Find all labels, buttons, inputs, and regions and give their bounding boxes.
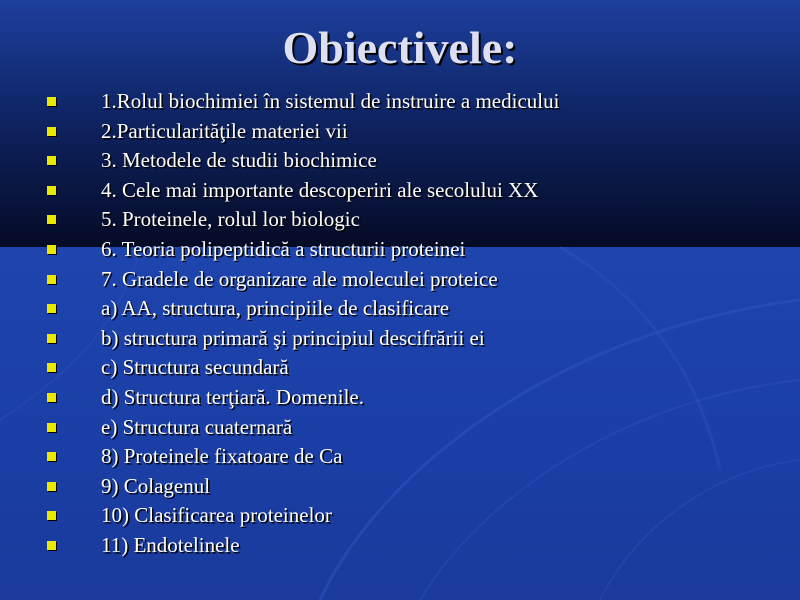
list-item-text: 6. Teoria polipeptidică a structurii proteinei <box>101 236 466 261</box>
list-item <box>0 176 800 206</box>
square-bullet-icon <box>47 393 56 402</box>
list-item <box>0 205 800 235</box>
list-item <box>0 324 800 354</box>
list-item-text: 2.Particularităţile materiei vii <box>101 118 348 143</box>
square-bullet-icon <box>47 363 56 372</box>
list-item-text: 7. Gradele de organizare ale moleculei proteice <box>101 266 498 291</box>
list-item <box>0 265 800 295</box>
objectives-list <box>0 87 800 561</box>
slide-title: Obiectivele: <box>282 22 518 73</box>
list-item <box>0 413 800 443</box>
list-item-text: d) Structura terţiară. Domenile. <box>101 384 364 409</box>
list-item <box>0 294 800 324</box>
list-item-text: 8) Proteinele fixatoare de Ca <box>101 444 343 469</box>
square-bullet-icon <box>47 275 56 284</box>
list-item <box>0 383 800 413</box>
list-item-text: e) Structura cuaternară <box>101 414 293 439</box>
square-bullet-icon <box>47 541 56 550</box>
list-item <box>0 472 800 502</box>
list-item <box>0 353 800 383</box>
list-item-text: 10) Clasificarea proteinelor <box>101 503 332 528</box>
square-bullet-icon <box>47 127 56 136</box>
list-item <box>0 442 800 472</box>
list-item <box>0 146 800 176</box>
list-item-text: a) AA, structura, principiile de clasificare <box>101 296 450 321</box>
square-bullet-icon <box>47 334 56 343</box>
list-item-text: 4. Cele mai importante descoperiri ale secolului XX <box>101 177 539 202</box>
square-bullet-icon <box>47 511 56 520</box>
list-item-text: 11) Endotelinele <box>101 532 240 557</box>
list-item <box>0 501 800 531</box>
list-item-text: 3. Metodele de studii biochimice <box>101 148 377 173</box>
square-bullet-icon <box>47 97 56 106</box>
list-item <box>0 235 800 265</box>
list-item <box>0 531 800 561</box>
square-bullet-icon <box>47 452 56 461</box>
square-bullet-icon <box>47 304 56 313</box>
list-item <box>0 87 800 117</box>
list-item-text: 1.Rolul biochimiei în sistemul de instruire a medicului <box>101 89 560 113</box>
list-item-text: c) Structura secundară <box>101 355 289 380</box>
list-item-text: b) structura primară şi principiul descifrării ei <box>101 325 485 350</box>
list-item-text: 5. Proteinele, rolul lor biologic <box>101 207 360 232</box>
square-bullet-icon <box>47 186 56 195</box>
list-item-text: 9) Colagenul <box>101 473 211 498</box>
square-bullet-icon <box>47 482 56 491</box>
square-bullet-icon <box>47 423 56 432</box>
list-item <box>0 117 800 147</box>
square-bullet-icon <box>47 215 56 224</box>
square-bullet-icon <box>47 156 56 165</box>
square-bullet-icon <box>47 245 56 254</box>
